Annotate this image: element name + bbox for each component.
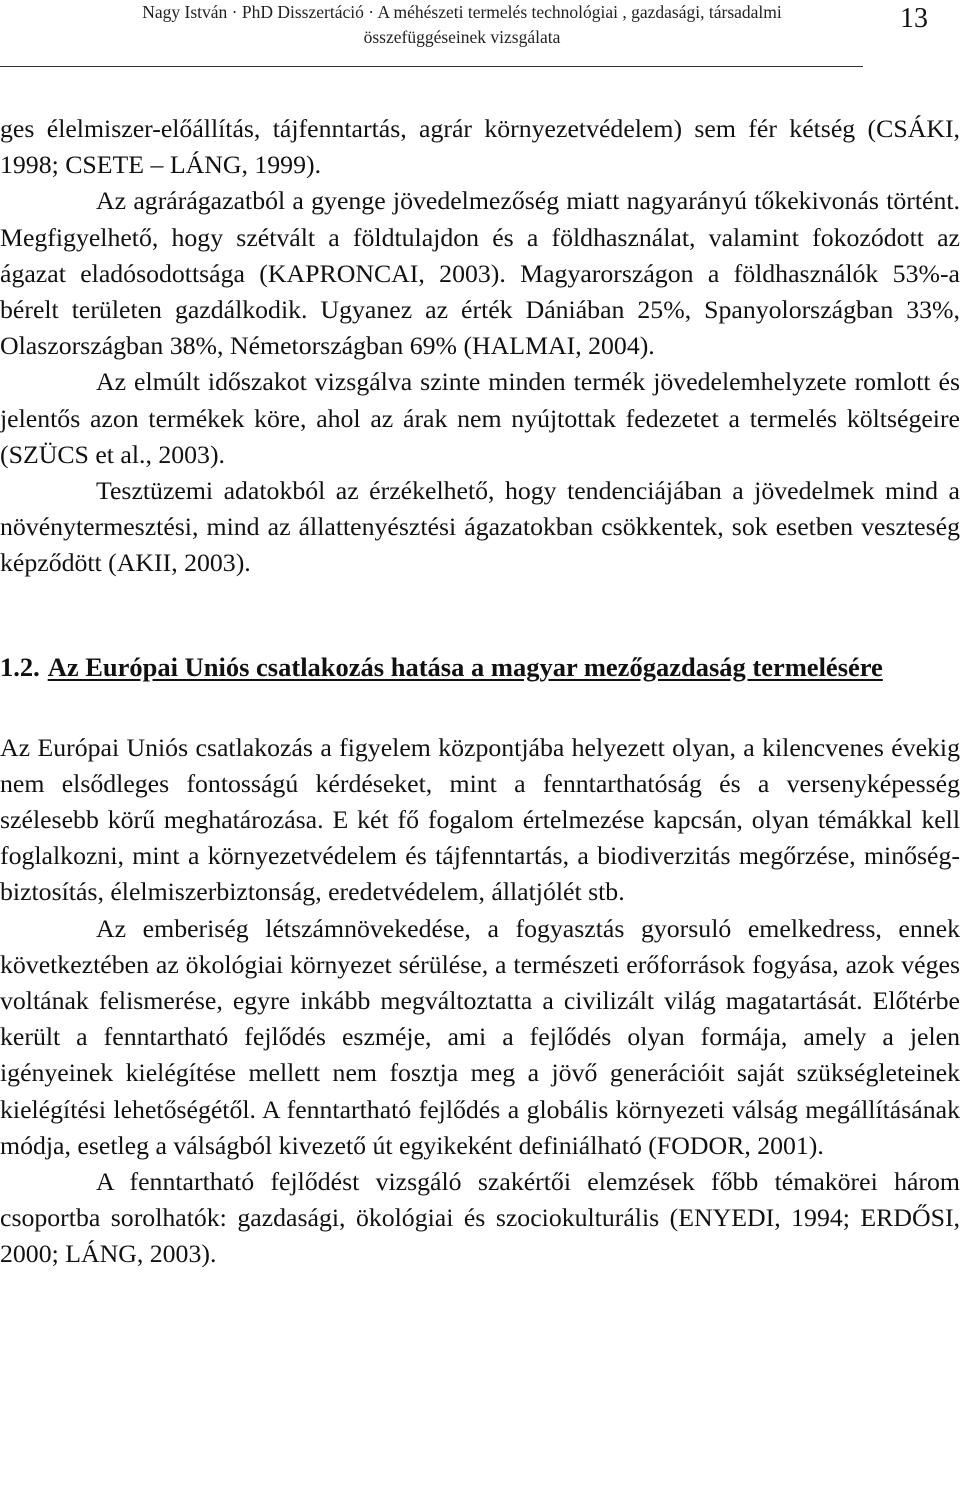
page-body bbox=[0, 111, 960, 1273]
section-heading bbox=[0, 649, 960, 685]
page-number: 13 bbox=[900, 3, 928, 34]
running-head bbox=[62, 0, 862, 50]
paragraph-eu-accession: Az Európai Uniós csatlakozás a figyelem központjába helyezett olyan, a kilencvenes évekig nem elsődleges fontosságú kérdéseket, mint a fenntarthatóság és a versenyképesség szélesebb körű meghatározása. E két fő fogalom értelmezése kapcsán, olyan témákkal kell foglalkozni, mint a környezetvédelem és tájfenntartás, a biodiverzitás megőrzése, minőségbiztosítás, élelmiszerbiztonság, eredetvédelem, állatjólét stb. bbox=[0, 732, 960, 907]
section-body bbox=[0, 730, 960, 1273]
paragraph-sustainability-topics: A fenntartható fejlődést vizsgáló szakértői elemzések főbb témakörei három csoportba sorolhatók: gazdasági, ökológiai és szociokulturális (ENYEDI, 1994; ERDŐSI, 2000; LÁNG, 2003). bbox=[0, 1167, 960, 1269]
paragraph-income-situation: Az elmúlt időszakot vizsgálva szinte minden termék jövedelemhelyzete romlott és jelentős azon termékek köre, ahol az árak nem nyújtottak fedezetet a termelés költségeire (SZÜCS et al., 2003). bbox=[0, 367, 960, 469]
running-head-line-1: Nagy István · PhD Disszertáció · A méhészeti termelés technológiai , gazdasági, társadalmi bbox=[142, 2, 782, 22]
running-head-line-2: összefüggéseinek vizsgálata bbox=[363, 27, 561, 47]
section-title: Az Európai Uniós csatlakozás hatása a magyar mezőgazdaság termelésére bbox=[47, 651, 883, 682]
header-rule bbox=[0, 66, 863, 67]
paragraph-capital-withdrawal: Az agrárágazatból a gyenge jövedelmezőség miatt nagyarányú tőkekivonás történt. Megfigyelhető, hogy szétvált a földtulajdon és a földhasználat, valamint fokozódott az ágazat eladósodottsága (KAPRONCAI, 2003). Magyarországon a földhasználók 53%-a bérelt területen gazdálkodik. Ugyanez az érték Dániában 25%, Spanyolországban 33%, Olaszországban 38%, Németországban 69% (HALMAI, 2004). bbox=[0, 186, 960, 361]
paragraph-population-growth: Az emberiség létszámnövekedése, a fogyasztás gyorsuló emelkedress, ennek következtében az ökológiai környezet sérülése, a természeti erőforrások fogyása, azok véges voltának felismerése, egyre inkább megváltoztatta a civilizált világ magatartását. Előtérbe került a fenntartható fejlődés eszméje, ami a fejlődés olyan formája, amely a jelen igényeinek kielégítése mellett nem fosztja meg a jövő generációit saját szükségleteinek kielégítési lehetőségétől. A fenntartható fejlődés a globális környezeti válság megállításának módja, esetleg a válságból kivezető út egyikeként definiálható (FODOR, 2001). bbox=[0, 913, 960, 1160]
section-number: 1.2. bbox=[0, 651, 40, 682]
paragraph-continuation: ges élelmiszer-előállítás, tájfenntartás, agrár környezetvédelem) sem fér kétség (CSÁKI, 1998; CSETE – LÁNG, 1999). bbox=[0, 114, 960, 180]
paragraph-test-farm-data: Tesztüzemi adatokból az érzékelhető, hogy tendenciájában a jövedelmek mind a növénytermesztési, mind az állattenyésztési ágazatokban csökkentek, sok esetben veszteség képződött (AKII, 2003). bbox=[0, 476, 960, 578]
